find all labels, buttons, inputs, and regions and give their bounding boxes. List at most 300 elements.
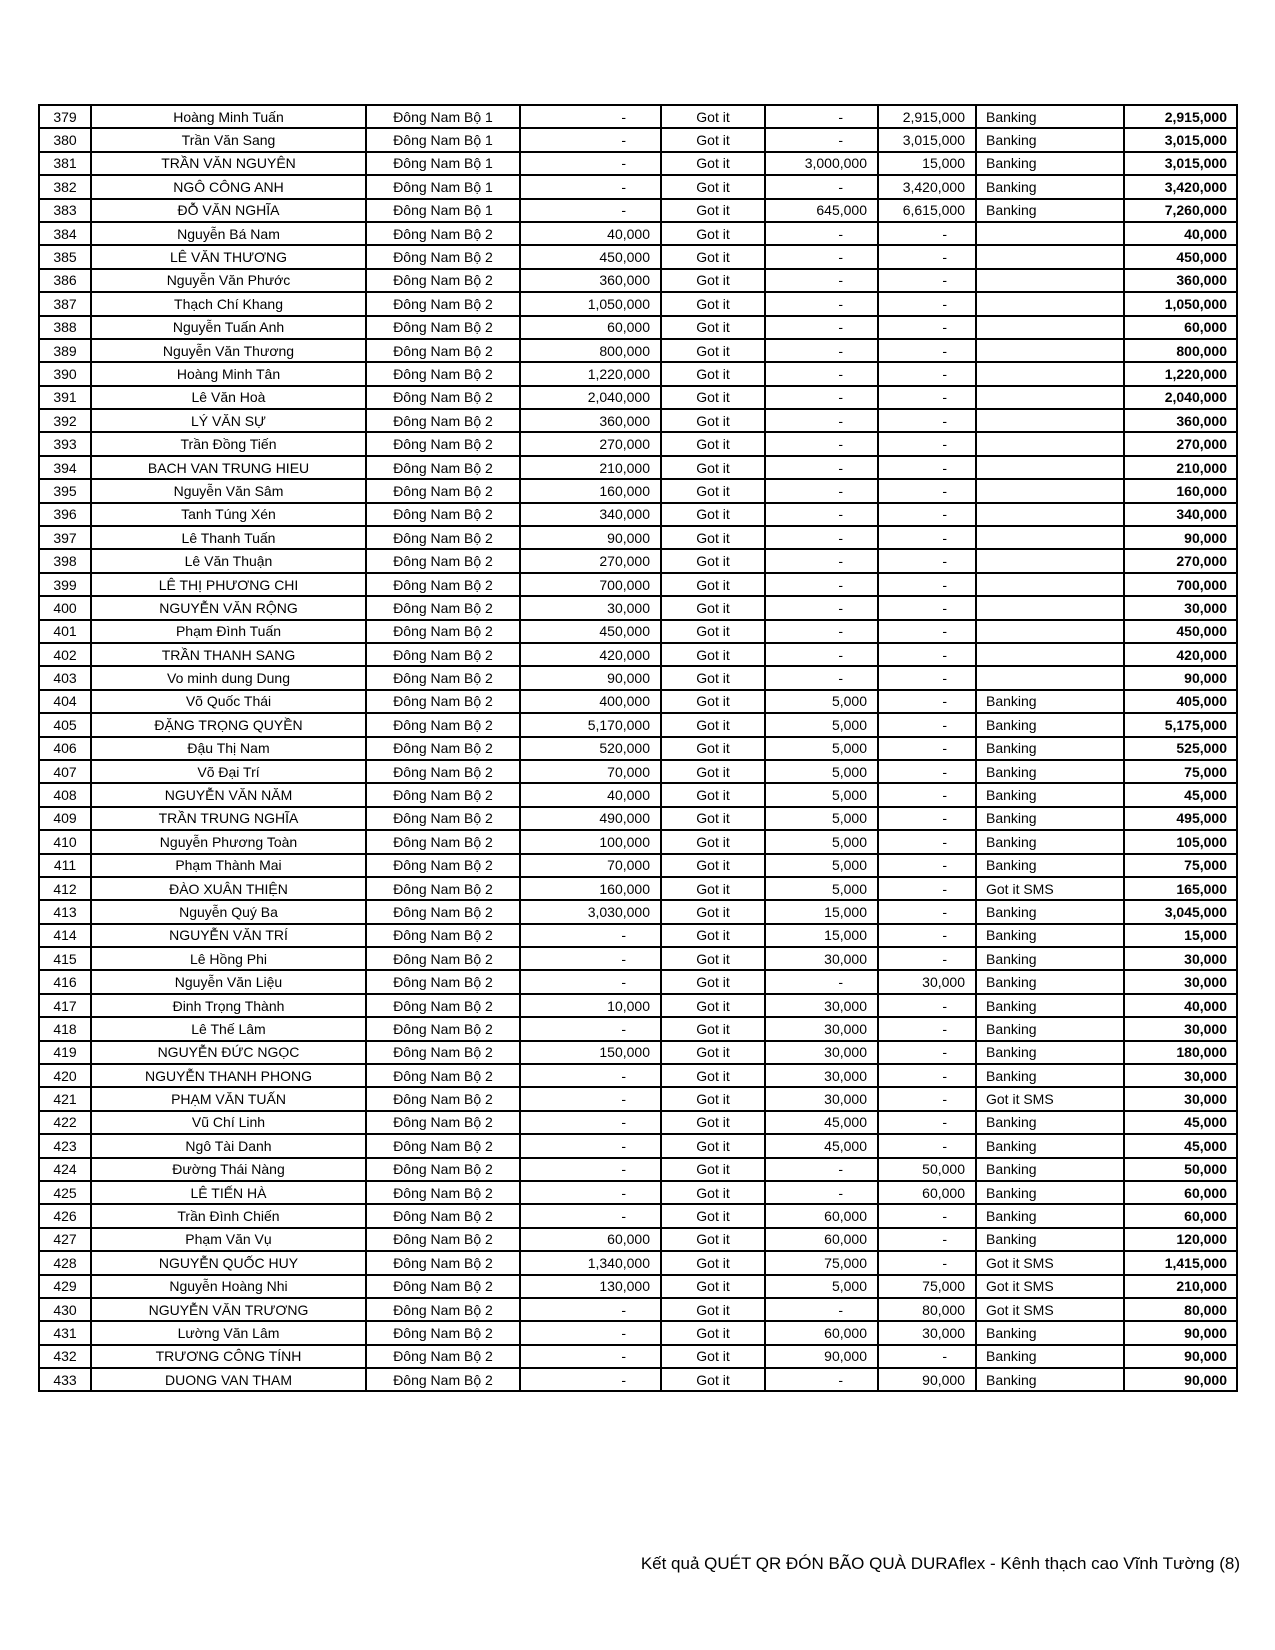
- cell-stt: 398: [39, 549, 91, 572]
- cell-stt: 386: [39, 269, 91, 292]
- cell-amount-qr: 100,000: [520, 830, 661, 853]
- cell-amount-bank: -: [878, 1204, 976, 1227]
- cell-name: Vo minh dung Dung: [91, 666, 366, 689]
- cell-name: NGUYỄN VĂN TRƯƠNG: [91, 1298, 366, 1321]
- table-row: [39, 479, 1237, 502]
- cell-total: 7,260,000: [1124, 199, 1237, 222]
- table-row: [39, 1064, 1237, 1087]
- cell-stt: 401: [39, 620, 91, 643]
- cell-stt: 414: [39, 924, 91, 947]
- cell-got-it-status: Got it: [661, 456, 765, 479]
- table-row: [39, 1368, 1237, 1391]
- cell-stt: 411: [39, 854, 91, 877]
- cell-total: 270,000: [1124, 549, 1237, 572]
- cell-stt: 415: [39, 947, 91, 970]
- cell-payment-method: [976, 549, 1124, 572]
- cell-total: 2,040,000: [1124, 386, 1237, 409]
- footer-caption: Kết quả QUÉT QR ĐÓN BÃO QUÀ DURAflex - Kênh thạch cao Vĩnh Tường (8): [640, 1554, 1240, 1573]
- cell-got-it-status: Got it: [661, 1275, 765, 1298]
- cell-region: Đông Nam Bộ 2: [366, 666, 520, 689]
- cell-amount-bank: -: [878, 1251, 976, 1274]
- cell-amount-qr: 30,000: [520, 596, 661, 619]
- cell-got-it-status: Got it: [661, 690, 765, 713]
- cell-payment-method: Banking: [976, 737, 1124, 760]
- cell-amount-qr: 1,220,000: [520, 362, 661, 385]
- cell-region: Đông Nam Bộ 2: [366, 924, 520, 947]
- cell-got-it-status: Got it: [661, 1298, 765, 1321]
- cell-amount-qr: 60,000: [520, 1228, 661, 1251]
- cell-payment-method: Banking: [976, 1111, 1124, 1134]
- cell-payment-method: Banking: [976, 1321, 1124, 1344]
- cell-amount-qr: 360,000: [520, 409, 661, 432]
- cell-amount-bank: -: [878, 924, 976, 947]
- cell-name: Lê Thế Lâm: [91, 1017, 366, 1040]
- cell-payment-method: [976, 292, 1124, 315]
- cell-got-it-status: Got it: [661, 152, 765, 175]
- cell-region: Đông Nam Bộ 2: [366, 573, 520, 596]
- cell-region: Đông Nam Bộ 2: [366, 362, 520, 385]
- cell-amount-bank: -: [878, 620, 976, 643]
- cell-total: 45,000: [1124, 1134, 1237, 1157]
- cell-amount-gotit: -: [765, 503, 878, 526]
- cell-stt: 416: [39, 970, 91, 993]
- cell-stt: 426: [39, 1204, 91, 1227]
- cell-amount-gotit: -: [765, 456, 878, 479]
- cell-got-it-status: Got it: [661, 643, 765, 666]
- cell-got-it-status: Got it: [661, 1017, 765, 1040]
- cell-region: Đông Nam Bộ 1: [366, 199, 520, 222]
- cell-stt: 409: [39, 807, 91, 830]
- cell-amount-bank: -: [878, 737, 976, 760]
- cell-total: 340,000: [1124, 503, 1237, 526]
- cell-stt: 399: [39, 573, 91, 596]
- cell-stt: 385: [39, 245, 91, 268]
- table-row: [39, 222, 1237, 245]
- table-row: [39, 386, 1237, 409]
- cell-got-it-status: Got it: [661, 222, 765, 245]
- cell-region: Đông Nam Bộ 2: [366, 456, 520, 479]
- cell-got-it-status: Got it: [661, 526, 765, 549]
- cell-amount-gotit: 30,000: [765, 994, 878, 1017]
- cell-amount-qr: -: [520, 1158, 661, 1181]
- cell-total: 450,000: [1124, 620, 1237, 643]
- cell-region: Đông Nam Bộ 2: [366, 1275, 520, 1298]
- cell-name: DUONG VAN THAM: [91, 1368, 366, 1391]
- cell-total: 700,000: [1124, 573, 1237, 596]
- cell-stt: 394: [39, 456, 91, 479]
- cell-got-it-status: Got it: [661, 947, 765, 970]
- cell-amount-bank: -: [878, 339, 976, 362]
- cell-amount-bank: -: [878, 1345, 976, 1368]
- table-row: [39, 175, 1237, 198]
- cell-payment-method: Banking: [976, 1041, 1124, 1064]
- cell-payment-method: Banking: [976, 1017, 1124, 1040]
- cell-amount-gotit: -: [765, 666, 878, 689]
- table-row: [39, 947, 1237, 970]
- cell-amount-qr: 1,050,000: [520, 292, 661, 315]
- cell-amount-gotit: -: [765, 526, 878, 549]
- table-row: [39, 994, 1237, 1017]
- cell-name: Vũ Chí Linh: [91, 1111, 366, 1134]
- cell-stt: 420: [39, 1064, 91, 1087]
- cell-total: 30,000: [1124, 1064, 1237, 1087]
- cell-got-it-status: Got it: [661, 549, 765, 572]
- cell-name: ĐÀO XUÂN THIỆN: [91, 877, 366, 900]
- cell-amount-gotit: -: [765, 245, 878, 268]
- cell-got-it-status: Got it: [661, 128, 765, 151]
- cell-name: Đinh Trọng Thành: [91, 994, 366, 1017]
- cell-region: Đông Nam Bộ 2: [366, 1345, 520, 1368]
- cell-name: Nguyễn Văn Thương: [91, 339, 366, 362]
- cell-amount-qr: 10,000: [520, 994, 661, 1017]
- cell-amount-qr: 450,000: [520, 245, 661, 268]
- cell-name: Võ Đại Trí: [91, 760, 366, 783]
- cell-got-it-status: Got it: [661, 900, 765, 923]
- cell-got-it-status: Got it: [661, 1041, 765, 1064]
- cell-got-it-status: Got it: [661, 760, 765, 783]
- cell-amount-qr: 270,000: [520, 549, 661, 572]
- cell-total: 15,000: [1124, 924, 1237, 947]
- cell-name: Nguyễn Quý Ba: [91, 900, 366, 923]
- table-row: [39, 1228, 1237, 1251]
- table-row: [39, 830, 1237, 853]
- cell-amount-qr: -: [520, 1368, 661, 1391]
- cell-got-it-status: Got it: [661, 1321, 765, 1344]
- cell-amount-bank: -: [878, 690, 976, 713]
- cell-name: NGUYỄN QUỐC HUY: [91, 1251, 366, 1274]
- cell-amount-qr: -: [520, 1321, 661, 1344]
- cell-amount-bank: -: [878, 549, 976, 572]
- cell-amount-gotit: -: [765, 970, 878, 993]
- cell-region: Đông Nam Bộ 2: [366, 339, 520, 362]
- cell-amount-bank: -: [878, 783, 976, 806]
- cell-amount-bank: -: [878, 409, 976, 432]
- table-row: [39, 900, 1237, 923]
- cell-total: 90,000: [1124, 1368, 1237, 1391]
- table-row: [39, 666, 1237, 689]
- table-row: [39, 245, 1237, 268]
- cell-name: LÊ VĂN THƯƠNG: [91, 245, 366, 268]
- cell-amount-qr: 520,000: [520, 737, 661, 760]
- cell-amount-bank: 15,000: [878, 152, 976, 175]
- cell-payment-method: Got it SMS: [976, 1251, 1124, 1274]
- cell-amount-qr: -: [520, 199, 661, 222]
- cell-stt: 381: [39, 152, 91, 175]
- cell-region: Đông Nam Bộ 2: [366, 947, 520, 970]
- cell-total: 30,000: [1124, 970, 1237, 993]
- cell-amount-qr: 160,000: [520, 479, 661, 502]
- cell-name: Nguyễn Hoàng Nhi: [91, 1275, 366, 1298]
- cell-amount-bank: -: [878, 900, 976, 923]
- cell-payment-method: Got it SMS: [976, 1298, 1124, 1321]
- cell-name: Đường Thái Nàng: [91, 1158, 366, 1181]
- cell-name: Phạm Văn Vụ: [91, 1228, 366, 1251]
- cell-amount-qr: 160,000: [520, 877, 661, 900]
- results-table: [38, 104, 1238, 1392]
- cell-region: Đông Nam Bộ 2: [366, 1181, 520, 1204]
- cell-total: 30,000: [1124, 596, 1237, 619]
- cell-payment-method: [976, 316, 1124, 339]
- results-table-body: [39, 105, 1237, 1391]
- cell-amount-bank: -: [878, 854, 976, 877]
- table-row: [39, 620, 1237, 643]
- cell-region: Đông Nam Bộ 2: [366, 877, 520, 900]
- cell-amount-bank: -: [878, 222, 976, 245]
- cell-amount-gotit: 3,000,000: [765, 152, 878, 175]
- cell-name: Trần Đình Chiến: [91, 1204, 366, 1227]
- cell-payment-method: Got it SMS: [976, 1087, 1124, 1110]
- cell-amount-bank: -: [878, 713, 976, 736]
- cell-amount-gotit: 5,000: [765, 877, 878, 900]
- cell-region: Đông Nam Bộ 2: [366, 316, 520, 339]
- cell-got-it-status: Got it: [661, 409, 765, 432]
- table-row: [39, 854, 1237, 877]
- cell-amount-gotit: -: [765, 269, 878, 292]
- cell-amount-qr: -: [520, 1064, 661, 1087]
- cell-name: Ngô Tài Danh: [91, 1134, 366, 1157]
- cell-amount-qr: -: [520, 128, 661, 151]
- cell-payment-method: [976, 643, 1124, 666]
- cell-region: Đông Nam Bộ 1: [366, 105, 520, 128]
- cell-name: Nguyễn Văn Liệu: [91, 970, 366, 993]
- cell-region: Đông Nam Bộ 2: [366, 1041, 520, 1064]
- cell-region: Đông Nam Bộ 2: [366, 1158, 520, 1181]
- cell-payment-method: Banking: [976, 783, 1124, 806]
- cell-stt: 389: [39, 339, 91, 362]
- table-row: [39, 1158, 1237, 1181]
- cell-total: 2,915,000: [1124, 105, 1237, 128]
- table-row: [39, 1321, 1237, 1344]
- cell-stt: 404: [39, 690, 91, 713]
- cell-got-it-status: Got it: [661, 1158, 765, 1181]
- cell-payment-method: Banking: [976, 970, 1124, 993]
- cell-stt: 393: [39, 432, 91, 455]
- cell-region: Đông Nam Bộ 2: [366, 713, 520, 736]
- cell-payment-method: Banking: [976, 105, 1124, 128]
- cell-got-it-status: Got it: [661, 432, 765, 455]
- cell-region: Đông Nam Bộ 2: [366, 245, 520, 268]
- cell-amount-gotit: 15,000: [765, 900, 878, 923]
- cell-region: Đông Nam Bộ 2: [366, 760, 520, 783]
- cell-region: Đông Nam Bộ 2: [366, 994, 520, 1017]
- cell-total: 360,000: [1124, 269, 1237, 292]
- cell-amount-bank: 3,420,000: [878, 175, 976, 198]
- cell-total: 210,000: [1124, 456, 1237, 479]
- cell-amount-gotit: 60,000: [765, 1321, 878, 1344]
- cell-amount-qr: 70,000: [520, 760, 661, 783]
- cell-amount-qr: -: [520, 1204, 661, 1227]
- cell-got-it-status: Got it: [661, 316, 765, 339]
- cell-payment-method: Banking: [976, 830, 1124, 853]
- cell-stt: 405: [39, 713, 91, 736]
- cell-name: Trần Văn Sang: [91, 128, 366, 151]
- table-row: [39, 362, 1237, 385]
- cell-total: 5,175,000: [1124, 713, 1237, 736]
- cell-got-it-status: Got it: [661, 737, 765, 760]
- cell-amount-bank: -: [878, 1064, 976, 1087]
- cell-amount-gotit: -: [765, 128, 878, 151]
- cell-amount-qr: 700,000: [520, 573, 661, 596]
- cell-amount-qr: 1,340,000: [520, 1251, 661, 1274]
- cell-name: TRẦN THANH SANG: [91, 643, 366, 666]
- cell-payment-method: Banking: [976, 1345, 1124, 1368]
- cell-payment-method: Banking: [976, 1134, 1124, 1157]
- cell-total: 420,000: [1124, 643, 1237, 666]
- cell-amount-qr: -: [520, 924, 661, 947]
- cell-amount-gotit: 30,000: [765, 1041, 878, 1064]
- cell-region: Đông Nam Bộ 2: [366, 854, 520, 877]
- cell-got-it-status: Got it: [661, 105, 765, 128]
- table-row: [39, 643, 1237, 666]
- cell-got-it-status: Got it: [661, 573, 765, 596]
- cell-payment-method: Banking: [976, 713, 1124, 736]
- table-row: [39, 760, 1237, 783]
- table-row: [39, 1134, 1237, 1157]
- cell-payment-method: Banking: [976, 947, 1124, 970]
- cell-name: LÊ TIẾN HÀ: [91, 1181, 366, 1204]
- cell-region: Đông Nam Bộ 2: [366, 1321, 520, 1344]
- cell-name: Thạch Chí Khang: [91, 292, 366, 315]
- cell-region: Đông Nam Bộ 2: [366, 269, 520, 292]
- cell-stt: 388: [39, 316, 91, 339]
- cell-name: Nguyễn Văn Sâm: [91, 479, 366, 502]
- cell-name: Nguyễn Bá Nam: [91, 222, 366, 245]
- cell-amount-gotit: -: [765, 292, 878, 315]
- cell-amount-gotit: 645,000: [765, 199, 878, 222]
- cell-amount-qr: 5,170,000: [520, 713, 661, 736]
- cell-got-it-status: Got it: [661, 877, 765, 900]
- cell-amount-qr: -: [520, 1087, 661, 1110]
- cell-payment-method: Banking: [976, 1064, 1124, 1087]
- cell-region: Đông Nam Bộ 2: [366, 900, 520, 923]
- cell-stt: 396: [39, 503, 91, 526]
- cell-amount-bank: -: [878, 292, 976, 315]
- cell-stt: 430: [39, 1298, 91, 1321]
- cell-got-it-status: Got it: [661, 1181, 765, 1204]
- cell-amount-qr: 420,000: [520, 643, 661, 666]
- table-row: [39, 970, 1237, 993]
- cell-amount-bank: -: [878, 807, 976, 830]
- cell-region: Đông Nam Bộ 2: [366, 620, 520, 643]
- cell-got-it-status: Got it: [661, 1228, 765, 1251]
- table-row: [39, 316, 1237, 339]
- cell-stt: 428: [39, 1251, 91, 1274]
- cell-payment-method: [976, 666, 1124, 689]
- cell-amount-qr: 490,000: [520, 807, 661, 830]
- cell-stt: 403: [39, 666, 91, 689]
- cell-amount-bank: 2,915,000: [878, 105, 976, 128]
- cell-name: NGUYỄN THANH PHONG: [91, 1064, 366, 1087]
- cell-name: Hoàng Minh Tuấn: [91, 105, 366, 128]
- cell-amount-gotit: -: [765, 105, 878, 128]
- cell-name: Phạm Thành Mai: [91, 854, 366, 877]
- cell-name: Lường Văn Lâm: [91, 1321, 366, 1344]
- cell-region: Đông Nam Bộ 2: [366, 409, 520, 432]
- cell-stt: 421: [39, 1087, 91, 1110]
- cell-name: Tanh Túng Xén: [91, 503, 366, 526]
- cell-got-it-status: Got it: [661, 783, 765, 806]
- cell-region: Đông Nam Bộ 2: [366, 1111, 520, 1134]
- cell-amount-gotit: 30,000: [765, 1064, 878, 1087]
- cell-region: Đông Nam Bộ 2: [366, 1368, 520, 1391]
- cell-stt: 406: [39, 737, 91, 760]
- cell-payment-method: Banking: [976, 1228, 1124, 1251]
- cell-payment-method: Banking: [976, 152, 1124, 175]
- cell-stt: 408: [39, 783, 91, 806]
- table-row: [39, 549, 1237, 572]
- cell-amount-bank: 3,015,000: [878, 128, 976, 151]
- cell-payment-method: [976, 456, 1124, 479]
- cell-payment-method: Banking: [976, 128, 1124, 151]
- cell-got-it-status: Got it: [661, 269, 765, 292]
- cell-amount-bank: -: [878, 479, 976, 502]
- cell-amount-qr: 90,000: [520, 666, 661, 689]
- cell-stt: 395: [39, 479, 91, 502]
- cell-stt: 379: [39, 105, 91, 128]
- cell-got-it-status: Got it: [661, 1064, 765, 1087]
- table-row: [39, 783, 1237, 806]
- cell-stt: 412: [39, 877, 91, 900]
- cell-got-it-status: Got it: [661, 1204, 765, 1227]
- cell-region: Đông Nam Bộ 2: [366, 830, 520, 853]
- cell-region: Đông Nam Bộ 2: [366, 479, 520, 502]
- cell-amount-bank: -: [878, 666, 976, 689]
- cell-name: LÝ VĂN SỰ: [91, 409, 366, 432]
- cell-payment-method: Banking: [976, 1368, 1124, 1391]
- cell-payment-method: Banking: [976, 690, 1124, 713]
- cell-total: 60,000: [1124, 316, 1237, 339]
- cell-amount-bank: -: [878, 643, 976, 666]
- cell-got-it-status: Got it: [661, 807, 765, 830]
- table-row: [39, 1111, 1237, 1134]
- cell-payment-method: Got it SMS: [976, 1275, 1124, 1298]
- cell-amount-gotit: 5,000: [765, 830, 878, 853]
- cell-region: Đông Nam Bộ 2: [366, 1017, 520, 1040]
- cell-amount-bank: -: [878, 432, 976, 455]
- cell-region: Đông Nam Bộ 2: [366, 690, 520, 713]
- cell-amount-qr: 340,000: [520, 503, 661, 526]
- cell-got-it-status: Got it: [661, 1251, 765, 1274]
- table-row: [39, 269, 1237, 292]
- cell-got-it-status: Got it: [661, 854, 765, 877]
- table-row: [39, 1181, 1237, 1204]
- cell-stt: 392: [39, 409, 91, 432]
- cell-region: Đông Nam Bộ 1: [366, 152, 520, 175]
- cell-amount-qr: 40,000: [520, 222, 661, 245]
- cell-total: 495,000: [1124, 807, 1237, 830]
- cell-payment-method: [976, 479, 1124, 502]
- cell-got-it-status: Got it: [661, 199, 765, 222]
- cell-amount-qr: 360,000: [520, 269, 661, 292]
- cell-payment-method: [976, 222, 1124, 245]
- cell-amount-gotit: -: [765, 479, 878, 502]
- table-row: [39, 339, 1237, 362]
- cell-stt: 427: [39, 1228, 91, 1251]
- cell-total: 160,000: [1124, 479, 1237, 502]
- cell-region: Đông Nam Bộ 2: [366, 1087, 520, 1110]
- cell-name: Đậu Thị Nam: [91, 737, 366, 760]
- cell-stt: 380: [39, 128, 91, 151]
- cell-region: Đông Nam Bộ 2: [366, 222, 520, 245]
- cell-amount-gotit: 5,000: [765, 854, 878, 877]
- cell-total: 1,050,000: [1124, 292, 1237, 315]
- cell-total: 90,000: [1124, 666, 1237, 689]
- cell-amount-bank: -: [878, 526, 976, 549]
- cell-amount-bank: -: [878, 245, 976, 268]
- cell-payment-method: Got it SMS: [976, 877, 1124, 900]
- cell-stt: 419: [39, 1041, 91, 1064]
- cell-name: TRẦN TRUNG NGHĨA: [91, 807, 366, 830]
